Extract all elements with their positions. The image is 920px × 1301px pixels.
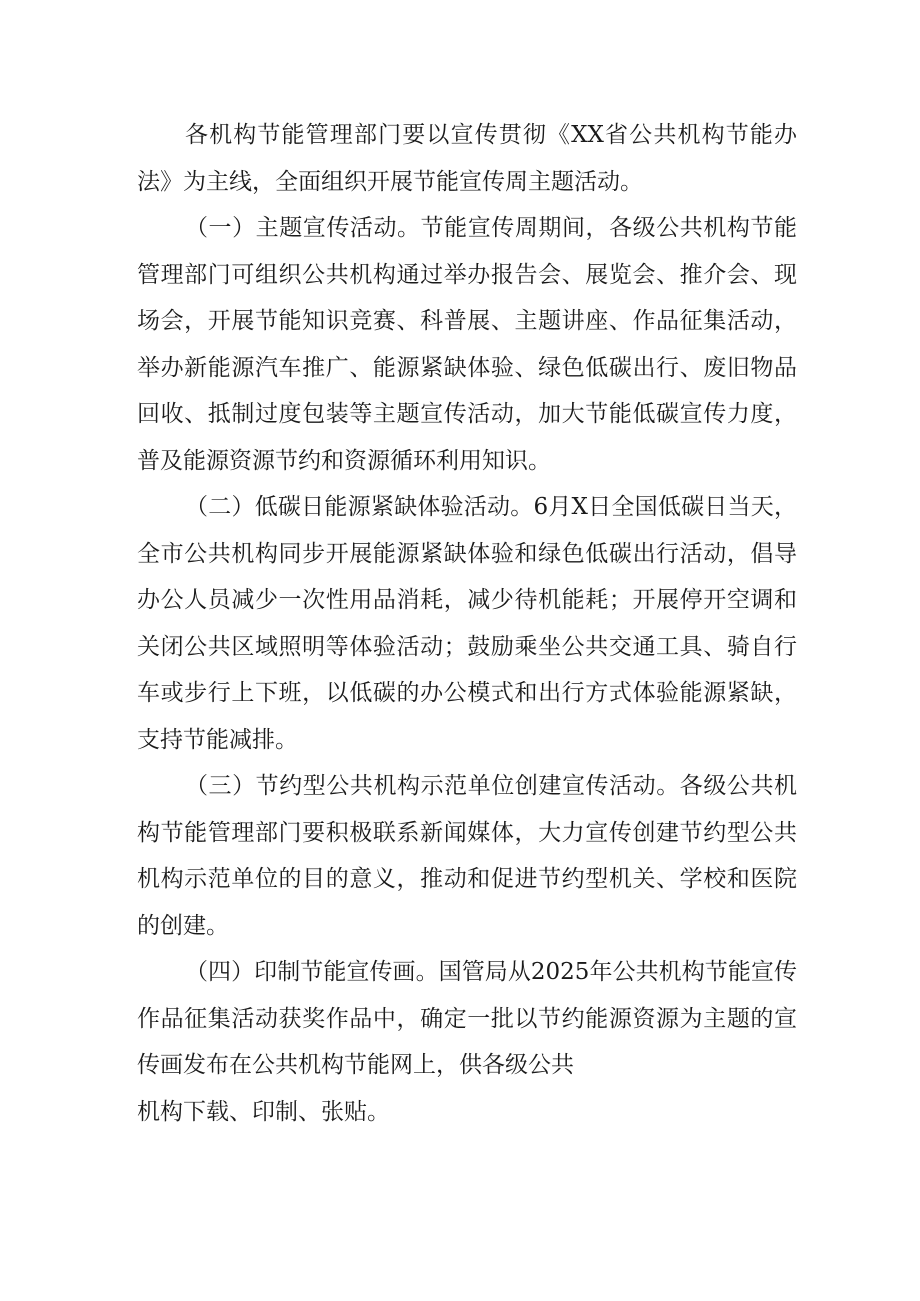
paragraph-intro: 各机构节能管理部门要以宣传贯彻《XX省公共机构节能办法》为主线，全面组织开展节能宣传周主题活动。 (137, 122, 797, 195)
document-body (137, 112, 797, 1135)
paragraph-posters (137, 949, 797, 1135)
paragraph-posters-text: （四）印制节能宣传画。国管局从2025年公共机构节能宣传作品征集活动获奖作品中，确定一批以节约能源资源为主题的宣传画发布在公共机构节能网上，供各级公共 (137, 959, 797, 1078)
paragraph-posters-tail: 机构下载、印制、张贴。 (137, 1098, 390, 1125)
paragraph-low-carbon-day: （二）低碳日能源紧缺体验活动。6月X日全国低碳日当天，全市公共机构同步开展能源紧缺体验和绿色低碳出行活动，倡导办公人员减少一次性用品消耗，减少待机能耗；开展停开空调和关闭公共区域照明等体验活动；鼓励乘坐公共交通工具、骑自行车或步行上下班，以低碳的办公模式和出行方式体验能源紧缺，支持节能减排。 (137, 494, 797, 753)
paragraph-theme-activities: （一）主题宣传活动。节能宣传周期间，各级公共机构节能管理部门可组织公共机构通过举办报告会、展览会、推介会、现场会，开展节能知识竞赛、科普展、主题讲座、作品征集活动，举办新能源汽车推广、能源紧缺体验、绿色低碳出行、废旧物品回收、抵制过度包装等主题宣传活动，加大节能低碳宣传力度，普及能源资源节约和资源循环利用知识。 (137, 215, 797, 474)
paragraph-demonstration-units: （三）节约型公共机构示范单位创建宣传活动。各级公共机构节能管理部门要积极联系新闻媒体，大力宣传创建节约型公共机构示范单位的目的意义，推动和促进节约型机关、学校和医院的创建。 (137, 773, 797, 939)
